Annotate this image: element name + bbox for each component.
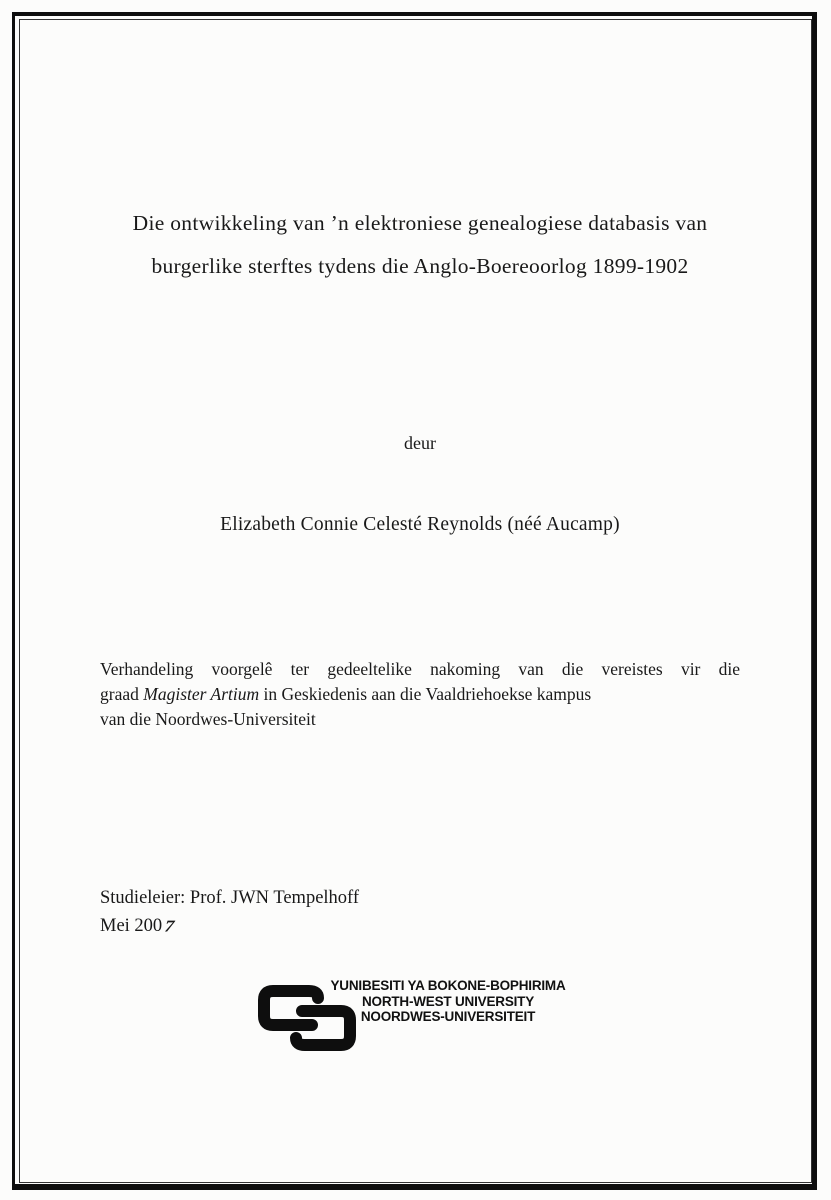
logo-line-afrikaans: NOORDWES-UNIVERSITEIT [360, 1009, 536, 1024]
date-prefix: Mei 200 [100, 916, 163, 936]
author-name: Elizabeth Connie Celesté Reynolds (néé Aucamp) [220, 514, 620, 535]
thesis-title [100, 202, 740, 288]
supervisor-line: Studieleier: Prof. JWN Tempelhoff [100, 888, 360, 908]
supervisor-block [100, 884, 740, 940]
date-last-digit: 7 [161, 917, 177, 936]
title-line-2: burgerlike sterftes tydens die Anglo-Boereoorlog 1899-1902 [151, 254, 689, 278]
byline-deur: deur [404, 433, 436, 453]
logo-line-setswana: YUNIBESITI YA BOKONE-BOPHIRIMA [330, 978, 566, 993]
statement-line-2-suffix: in Geskiedenis aan die Vaaldriehoekse kampus [259, 684, 592, 704]
statement-line-2-prefix: graad [100, 684, 144, 704]
logo-line-english: NORTH-WEST UNIVERSITY [361, 993, 535, 1009]
statement-line-3: van die Noordwes-Universiteit [100, 709, 316, 729]
submission-statement [100, 657, 740, 732]
statement-line-2 [100, 682, 740, 707]
title-line-1: Die ontwikkeling van ’n elektroniese genealogiese databasis van [132, 211, 708, 235]
date-line [100, 912, 740, 940]
statement-line-1: Verhandeling voorgelê ter gedeeltelike nakoming van die vereistes vir die [100, 659, 740, 679]
degree-name: Magister Artium [143, 684, 260, 704]
nwu-logo-text [320, 978, 576, 1025]
